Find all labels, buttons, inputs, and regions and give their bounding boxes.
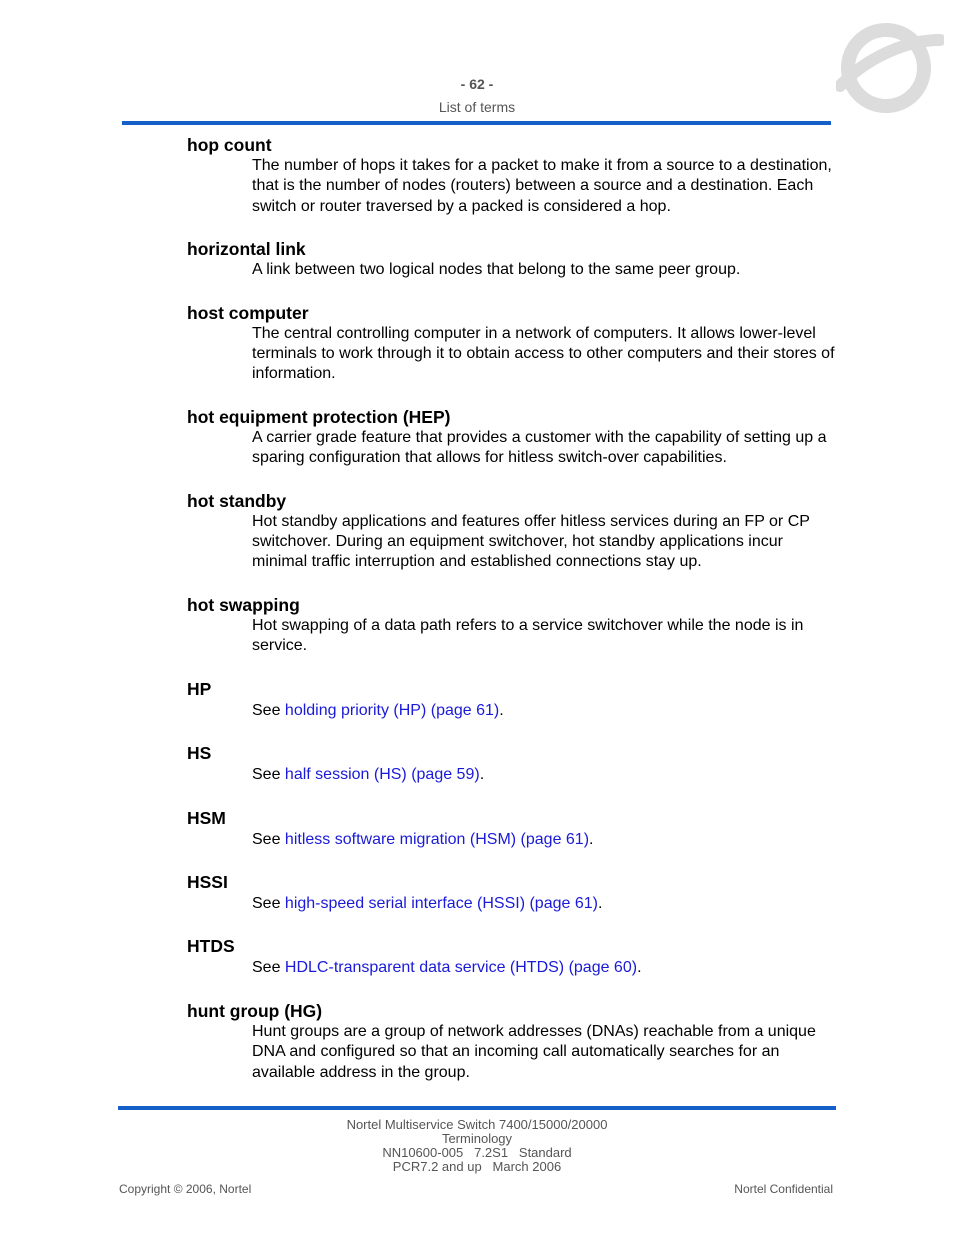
term-see-reference [252, 701, 842, 721]
cross-reference-link[interactable]: holding priority (HP) (page 61) [284, 701, 500, 719]
footer-confidential: Nortel Confidential [734, 1182, 833, 1196]
see-prefix: See [252, 701, 285, 719]
term-title: HP [187, 678, 212, 699]
term-title: hot standby [187, 490, 287, 511]
term-title: hot swapping [187, 594, 300, 615]
term-see-reference [252, 830, 842, 850]
see-suffix: . [637, 959, 642, 977]
glossary-entry [187, 238, 847, 280]
glossary-see-entry [187, 807, 847, 850]
glossary-see-entry [187, 871, 847, 914]
footer-title: Terminology [441, 1131, 513, 1146]
glossary-see-entry [187, 935, 847, 978]
term-definition: A carrier grade feature that provides a customer with the capability of setting up a sparing configuration that allows for hitless switch-over capabilities. [252, 428, 827, 467]
see-suffix: . [499, 701, 504, 719]
footer-doc-number: NN10600-005 7.2S1 Standard [382, 1145, 572, 1160]
see-suffix: . [589, 830, 594, 848]
glossary-see-entry [187, 742, 847, 785]
term-see-reference [252, 958, 842, 978]
glossary-entry [187, 134, 847, 217]
term-title: HS [187, 743, 212, 764]
term-see-reference [252, 894, 842, 914]
term-definition: A link between two logical nodes that belong to the same peer group. [252, 261, 741, 279]
cross-reference-link[interactable]: hitless software migration (HSM) (page 61) [284, 830, 590, 848]
term-see-reference [252, 765, 842, 785]
term-title: HSSI [187, 871, 228, 892]
term-definition: Hunt groups are a group of network addresses (DNAs) reachable from a unique DNA and configured so that an incoming call automatically searches for an available address in the group. [252, 1022, 816, 1081]
page-number: - 62 - [460, 76, 494, 92]
glossary-entry [187, 406, 847, 469]
cross-reference-link[interactable]: HDLC-transparent data service (HTDS) (page 60) [284, 959, 638, 977]
running-header: List of terms [438, 99, 516, 115]
term-title: HSM [187, 807, 226, 828]
glossary-entry [187, 594, 847, 657]
see-prefix: See [252, 766, 285, 784]
term-definition: The number of hops it takes for a packet to make it from a source to a destination, that is the number of nodes (routers) between a source and a destination. Each switch or router traversed by a packed is considered a hop. [252, 157, 832, 215]
term-title: hot equipment protection (HEP) [187, 406, 451, 427]
glossary-see-entry [187, 678, 847, 721]
footer-product: Nortel Multiservice Switch 7400/15000/20000 [346, 1117, 608, 1132]
term-title: hunt group (HG) [187, 1000, 323, 1021]
glossary-entry [187, 302, 847, 385]
footer-document-info [0, 1118, 954, 1174]
term-title: host computer [187, 302, 309, 323]
see-prefix: See [252, 894, 285, 912]
term-definition: Hot swapping of a data path refers to a service switchover while the node is in service. [252, 616, 804, 655]
term-title: horizontal link [187, 239, 306, 260]
glossary-entry [187, 1000, 847, 1083]
see-prefix: See [252, 959, 285, 977]
header-rule [122, 121, 831, 125]
cross-reference-link[interactable]: half session (HS) (page 59) [284, 766, 480, 784]
glossary-list [187, 134, 847, 1104]
see-suffix: . [597, 894, 603, 912]
footer-copyright: Copyright © 2006, Nortel [119, 1182, 252, 1196]
see-suffix: . [479, 766, 485, 784]
term-definition: The central controlling computer in a network of computers. It allows lower-level terminals to work through it to obtain access to other computers and their stores of information. [252, 324, 835, 383]
cross-reference-link[interactable]: high-speed serial interface (HSSI) (page 61) [284, 894, 598, 912]
footer-rule [118, 1106, 836, 1110]
glossary-entry [187, 490, 847, 573]
term-definition: Hot standby applications and features offer hitless services during an FP or CP switchover. During an equipment switchover, hot standby applications incur minimal traffic interruption and established connections stay up. [252, 512, 810, 571]
term-title: HTDS [187, 936, 235, 957]
term-title: hop count [187, 135, 272, 155]
see-prefix: See [252, 830, 285, 848]
footer-release: PCR7.2 and up March 2006 [392, 1159, 562, 1174]
